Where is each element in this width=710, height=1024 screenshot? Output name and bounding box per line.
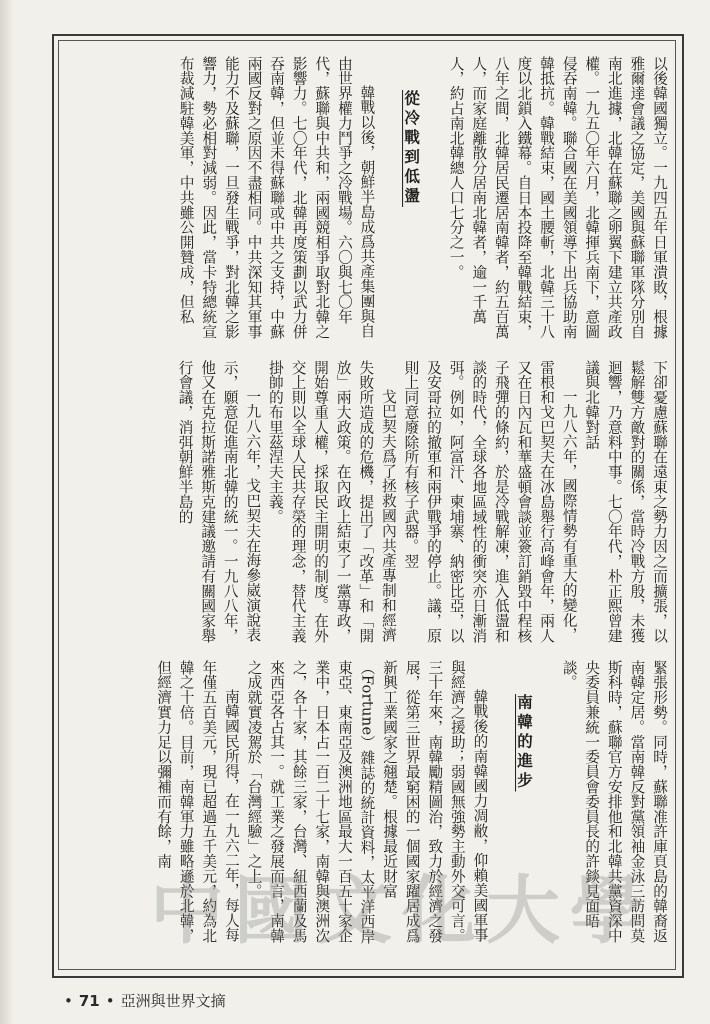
vertical-text-block — [76, 660, 670, 956]
paragraph: 以後韓國獨立。一九四五年日軍潰敗，根據雅爾達會議之協定，美國與蘇聯軍隊分別自南北進據，北韓在蘇聯之卵翼下建立共產政權。一九五〇年六月，北韓揮兵南下，意圖侵吞南韓。聯合國在美國領導下出兵協助南韓抵抗。韓戰結束，國土腰斬，北韓三十八度以北鎖入鐵幕。自日本投降至韓戰結束，八年之間，北韓居民遷居南韓者，約五百萬人，而家庭離散分居南北韓者，逾一千萬人，約占南北韓總人口七分之一。 — [447, 56, 668, 340]
paragraph: 韓戰後的南韓國力凋敝，仰賴美國軍事與經濟之援助；弱國無強勢主動外交可言。三十年來，南韓勵精圖治，致力於經濟之發展，從第三世界最窮困的一個國家躍居成爲新興工業國家之翹楚。根據最近財富（Fortune）雜誌的統計資料，太平洋西岸東亞、東南亞及澳洲地區最大一百五十家企業中，日本占一百二十七家，南韓與澳洲次之，各十家，其餘三家，台灣、紐西蘭及馬來西亞各占其一。就工業之發展而言，南韓之成就實凌駕於「台灣經驗」之上。 — [245, 660, 489, 944]
text-tier-3 — [76, 660, 670, 956]
bullet-dot: • — [64, 992, 73, 1010]
paragraph: 一九八六年，戈巴契夫在海參崴演說表示，願意促進南北韓的統一。一九八八年，他又在克拉斯諾雅斯克建議邀請有關國家舉行會議，消弭朝鮮半島的 — [176, 360, 262, 644]
publication-name: 亞洲與世界文摘 — [120, 992, 226, 1010]
section-heading — [512, 660, 535, 956]
paragraph: 下卻憂慮蘇聯在遠東之勢力因之而擴張，以鬆解雙方敵對的關係，當時冷戰方殷，未獲迴響，乃意料中事。七〇年代，朴正熙曾建議與北韓對話 — [583, 360, 668, 644]
bullet-dot: • — [105, 992, 115, 1010]
scan-edge-shadow — [0, 0, 14, 1024]
paragraph: 南韓國民所得，在一九六二年，每人每年僅五百美元，現已超過五千美元，約為北韓之十倍。目前，南韓軍力雖略遜於北韓，但經濟實力足以彌補而有餘，南 — [155, 660, 240, 944]
university-watermark: 中國文化大學 — [150, 868, 654, 954]
section-heading — [399, 56, 422, 344]
paragraph: 一九八六年，國際情勢有重大的變化，雷根和戈巴契夫在冰島舉行高峰會年，兩人又在日內瓦和華盛頓會談並簽訂銷毀中程核子飛彈的條約，於是冷戰解凍，進入低盪和談的時代，全球各地區域性的衝突亦日漸消弭。例如，阿富汗、柬埔寨、納密比亞，以及安哥拉的撤軍和兩伊戰爭的停止。議，原則上同意廢除所有核子武器。翌 — [402, 360, 578, 644]
page-number: 71 — [78, 992, 100, 1010]
paragraph: 戈巴契夫爲了拯救國內共產專制和經濟失敗所造成的危機，提出了「改革」和「開放」兩大政策。在內政上結束了一黨專政，開始尊重人權，採取民主開明的制度。在外交上則以全球人民共存榮的理念，替代主義掛帥的布里茲涅夫主義。 — [266, 360, 397, 644]
vertical-text-block — [76, 360, 670, 650]
paragraph: 緊張形勢。同時，蘇聯准許庫頁島的韓裔返南韓定居。當南韓反對黨領袖金泳三訪問莫斯科時，蘇聯官方安排他和北韓共黨資深中央委員兼統一委員會委員長的許錟見面晤談。 — [560, 660, 668, 944]
text-tier-2 — [76, 360, 670, 650]
section-heading-text: 從冷戰到低盪 — [402, 90, 422, 207]
text-tier-1 — [76, 56, 670, 344]
page-footer — [58, 990, 226, 1011]
vertical-text-block — [76, 56, 670, 344]
section-heading-text: 南韓的進步 — [515, 694, 535, 792]
paragraph: 韓戰以後，朝鮮半島成爲共產集團與自由世界權力鬥爭之冷戰場。六〇與七〇年代，蘇聯與中共和，兩國競相爭取對北韓之影響力。七〇年代，北韓再度策劃以武力併吞南韓，但並未得蘇聯或中共之支持，中蘇兩國反對之原因不盡相同。中共深知其軍事能力不及蘇聯，一旦發生戰爭，對北韓之影響力，勢必相對減弱。因此，當卡特總統宣布裁減駐韓美軍，中共雖公開贊成，但私 — [177, 56, 376, 340]
